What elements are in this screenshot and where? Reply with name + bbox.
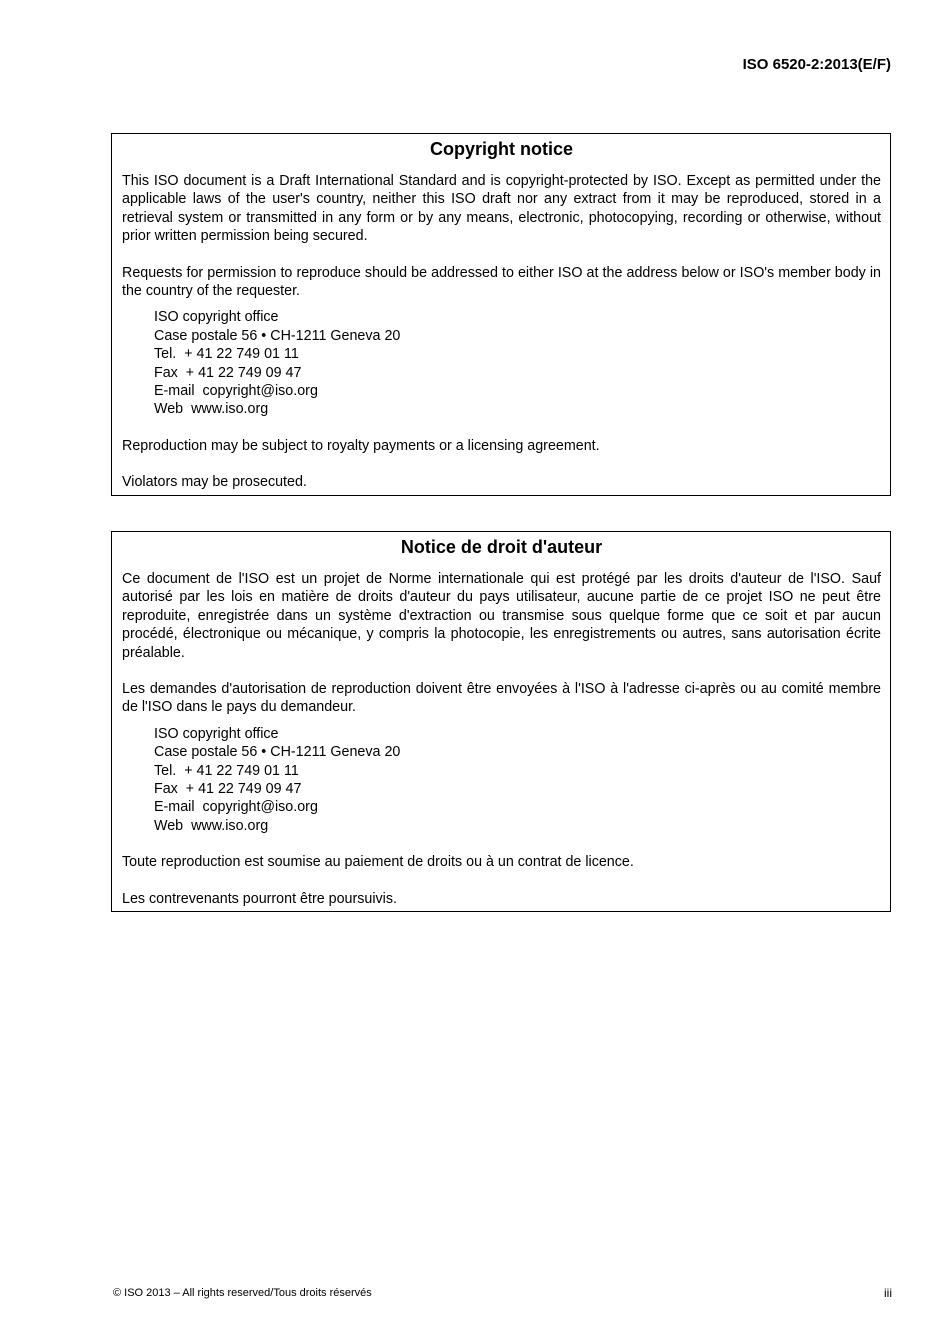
notice-paragraph-1: This ISO document is a Draft International Standard and is copyright-protected by ISO. Except as permitted under the applicable laws of the user's country, neither this ISO draft nor any extract from it may be reproduced, stored in a retrieval system or transmitted in any form or by any means, electronic, photocopying, recording or otherwise, without prior written permission being secured.: [122, 173, 881, 245]
address-line: ISO copyright office: [154, 309, 279, 326]
address-line: Fax + 41 22 749 09 47: [154, 781, 302, 798]
footer-copyright: © ISO 2013 – All rights reserved/Tous droits réservés: [113, 1287, 372, 1299]
address-line: Tel. + 41 22 749 01 11: [154, 762, 299, 779]
address-line: Case postale 56 • CH-1211 Geneva 20: [154, 744, 401, 761]
notice-paragraph-4: Les contrevenants pourront être poursuivis.: [122, 890, 397, 907]
page-number: iii: [884, 1286, 892, 1300]
copyright-notice-en: [111, 133, 891, 496]
address-line: E-mail copyright@iso.org: [154, 799, 318, 816]
notice-paragraph-3: Toute reproduction est soumise au paiement de droits ou à un contrat de licence.: [122, 854, 634, 871]
notice-paragraph-3: Reproduction may be subject to royalty payments or a licensing agreement.: [122, 437, 600, 454]
address-line: Case postale 56 • CH-1211 Geneva 20: [154, 327, 401, 344]
address-block: [154, 308, 881, 418]
address-line: ISO copyright office: [154, 725, 279, 742]
address-line: E-mail copyright@iso.org: [154, 383, 318, 400]
document-id: ISO 6520-2:2013(E/F): [742, 56, 891, 73]
copyright-notice-fr: [111, 531, 891, 912]
notice-title: Notice de droit d'auteur: [400, 537, 603, 557]
notice-paragraph-4: Violators may be prosecuted.: [122, 474, 307, 491]
notice-paragraph-2: Les demandes d'autorisation de reproduction doivent être envoyées à l'ISO à l'adresse ci-après ou au comité membre de l'ISO dans le pays du demandeur.: [122, 681, 881, 716]
address-block: [154, 725, 881, 835]
address-line: Web www.iso.org: [154, 817, 269, 834]
address-line: Fax + 41 22 749 09 47: [154, 364, 302, 381]
notice-paragraph-1: Ce document de l'ISO est un projet de Norme internationale qui est protégé par les droits d'auteur de l'ISO. Sauf autorisé par les lois en matière de droits d'auteur du pays utilisateur, aucune partie de ce projet ISO ne peut être reproduite, enregistrée dans un système d'extraction ou transmise sous quelque forme que ce soit et par aucun procédé, électronique ou mécanique, y compris la photocopie, les enregistrements ou autres, sans autorisation écrite préalable.: [122, 571, 881, 661]
notice-paragraph-2: Requests for permission to reproduce should be addressed to either ISO at the address below or ISO's member body in the country of the requester.: [122, 264, 881, 300]
address-line: Tel. + 41 22 749 01 11: [154, 346, 299, 363]
notice-title: Copyright notice: [430, 139, 573, 159]
address-line: Web www.iso.org: [154, 401, 269, 418]
